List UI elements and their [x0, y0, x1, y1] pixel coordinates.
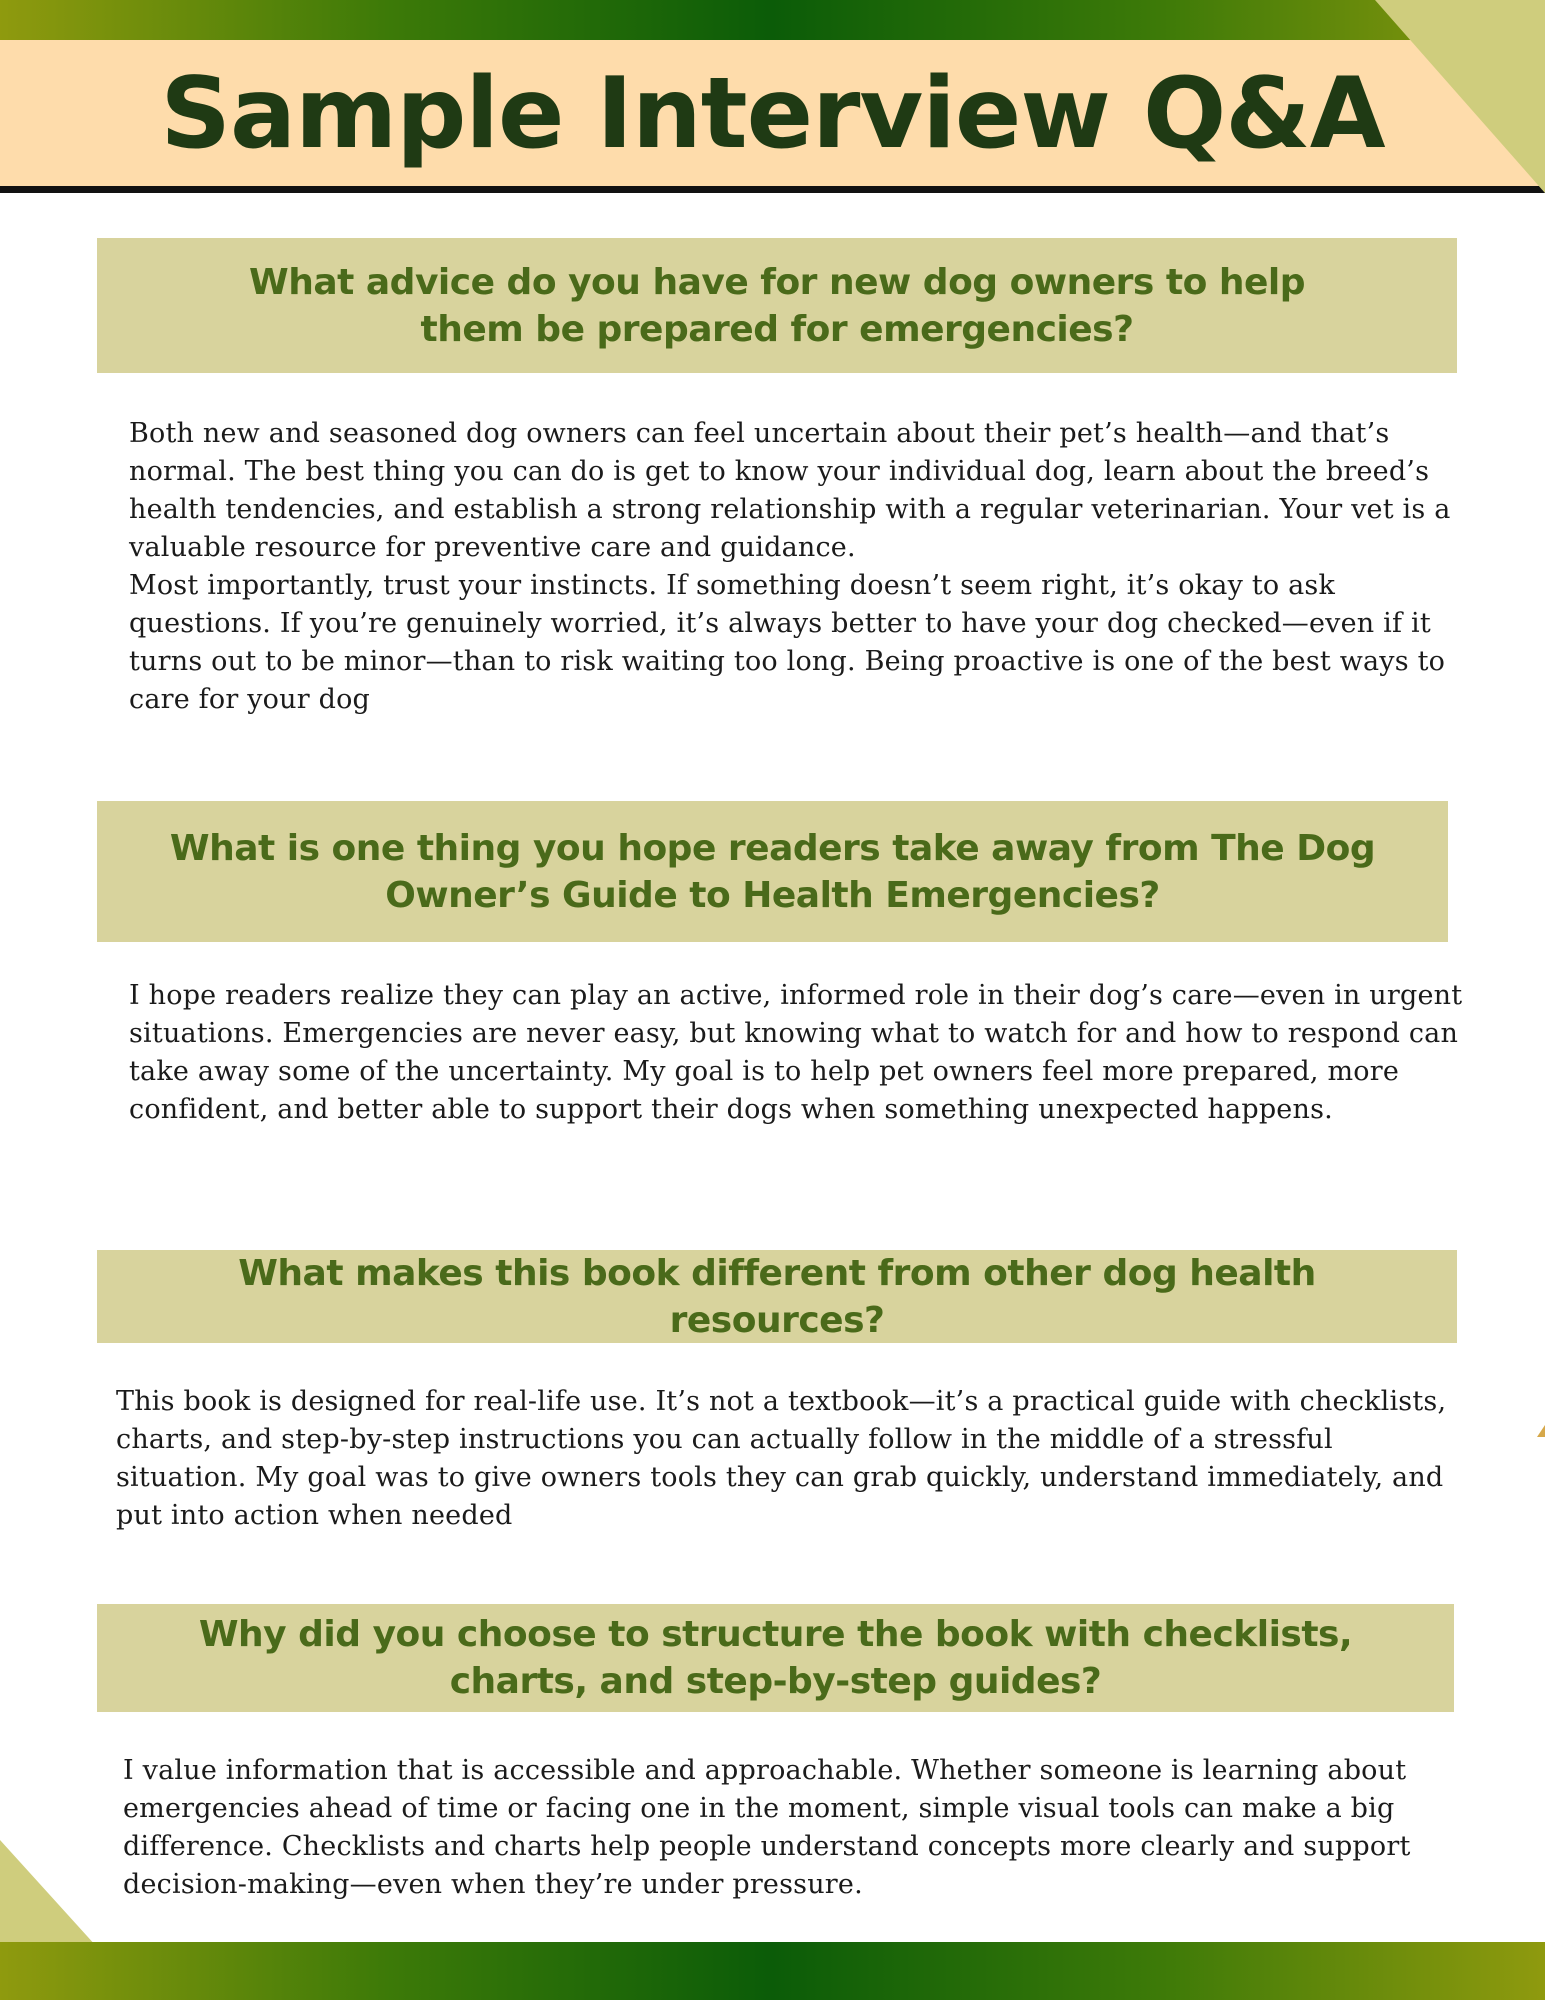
answer-text-4: I value information that is accessible and approachable. Whether someone is learning about emergencies ahead of time or facing one in the moment, simple visual tools can make a big difference. Checklists and charts help people understand concepts more clearly and support decision-making—even when they’re under pressure. — [123, 1755, 1411, 1900]
answer-text-2: I hope readers realize they can play an active, informed role in their dog’s care—even in urgent situations. Emergencies are never easy, but knowing what to watch for and how to respond can take away some of the uncertainty. My goal is to help pet owners feel more prepared, more confident, and better able to support their dogs when something unexpected happens. — [129, 980, 1463, 1125]
top-gradient-bar — [0, 0, 1545, 40]
edge-decoration — [1537, 1425, 1545, 1437]
question-box-1 — [97, 238, 1457, 373]
question-text-2: What is one thing you hope readers take away from The Dog Owner’s Guide to Health Emergencies? — [169, 827, 1376, 916]
question-box-4 — [97, 1604, 1454, 1712]
page-title: Sample Interview Q&A — [160, 57, 1385, 171]
question-box-2 — [97, 801, 1448, 942]
question-text-3: What makes this book different from other dog health resources? — [238, 1252, 1316, 1341]
question-text-4: Why did you choose to structure the book with checklists, charts, and step-by-step guides? — [198, 1614, 1353, 1702]
answer-text-1: Both new and seasoned dog owners can feel uncertain about their pet’s health—and that’s normal. The best thing you can do is get to know your individual dog, learn about the breed’s health tendencies, and establish a strong relationship with a regular veterinarian. Your vet is a valuable resource for preventive care and guidance. Most importantly, trust your instincts. If something doesn’t seem right, it’s okay to ask questions. If you’re genuinely worried, it’s always better to have your dog checked—even if it turns out to be minor—than to risk waiting too long. Being proactive is one of the best ways to care for your dog — [129, 418, 1451, 715]
question-box-3 — [97, 1250, 1457, 1343]
answer-text-3: This book is designed for real-life use. It’s not a textbook—it’s a practical guide with checklists, charts, and step-by-step instructions you can actually follow in the middle of a stressful situation. My goal was to give owners tools they can grab quickly, understand immediately, and put into action when needed — [116, 1386, 1447, 1531]
question-text-1: What advice do you have for new dog owners to help them be prepared for emergencies? — [249, 261, 1305, 350]
bottom-gradient-bar — [0, 1942, 1545, 2000]
